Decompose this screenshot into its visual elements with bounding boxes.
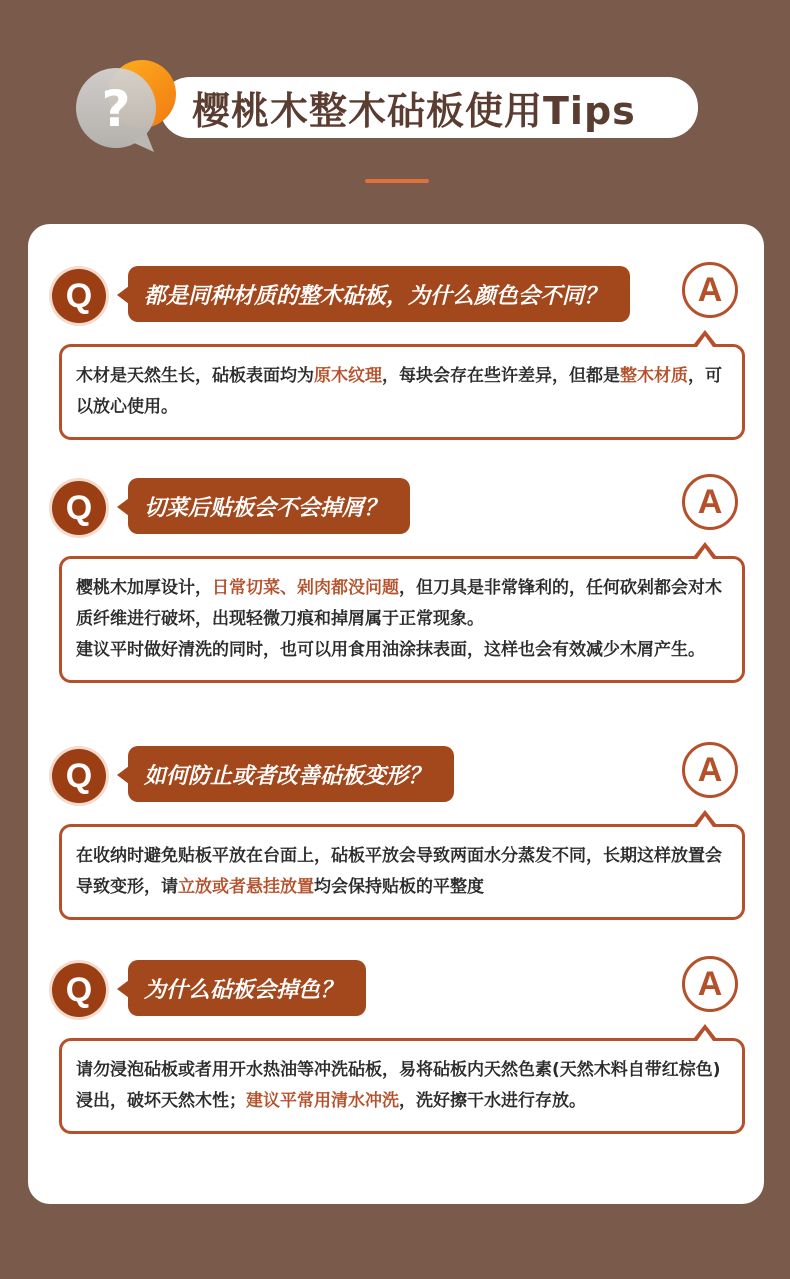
header	[0, 0, 790, 200]
a-badge: A	[682, 956, 738, 1012]
answer-box	[59, 824, 745, 920]
answer-highlight: 整木材质	[620, 366, 688, 386]
q-badge: Q	[52, 963, 106, 1017]
q-badge: Q	[52, 269, 106, 323]
answer-highlight: 建议平常用清水冲洗	[246, 1091, 399, 1111]
question-mark-glyph: ?	[101, 80, 131, 138]
answer-text: ，可以放心使用。	[76, 366, 722, 417]
answer-highlight: 日常切菜、剁肉都没问题	[212, 578, 399, 598]
q-badge: Q	[52, 481, 106, 535]
tips-card	[28, 224, 764, 1204]
answer-text: 在收纳时避免贴板平放在台面上，砧板平放会导致两面水分蒸发不同，长期这样放置会导致变形，请	[76, 846, 722, 897]
answer-text: 木材是天然生长，砧板表面均为	[76, 366, 314, 386]
answer-text: ，每块会存在些许差异，但都是	[382, 366, 620, 386]
question-bubble-icon	[72, 52, 182, 162]
answer-highlight: 立放或者悬挂放置	[178, 877, 314, 897]
answer-text: 樱桃木加厚设计，	[76, 578, 212, 598]
a-badge: A	[682, 262, 738, 318]
answer-text: 建议平时做好清洗的同时，也可以用食用油涂抹表面，这样也会有效减少木屑产生。	[76, 640, 705, 660]
answer-box	[59, 344, 745, 440]
page-title: 樱桃木整木砧板使用Tips	[192, 89, 636, 133]
answer-text: ，但刀具是非常锋利的，任何砍剁都会对木质纤维进行破坏，出现轻微刀痕和掉屑属于正常现象。	[76, 578, 722, 629]
answer-box	[59, 1038, 745, 1134]
answer-box	[59, 556, 745, 683]
answer-text: 均会保持贴板的平整度	[314, 877, 484, 897]
a-badge: A	[682, 474, 738, 530]
answer-text: ，洗好擦干水进行存放。	[399, 1091, 586, 1111]
title-pill	[160, 77, 698, 138]
a-badge: A	[682, 742, 738, 798]
question-bubble: 如何防止或者改善砧板变形？	[128, 746, 454, 802]
question-bubble: 为什么砧板会掉色？	[128, 960, 366, 1016]
question-bubble: 切菜后贴板会不会掉屑？	[128, 478, 410, 534]
question-bubble: 都是同种材质的整木砧板，为什么颜色会不同？	[128, 266, 630, 322]
answer-text: 请勿浸泡砧板或者用开水热油等冲洗砧板，易将砧板内天然色素(天然木料自带红棕色)浸出，破坏天然木性；	[76, 1060, 721, 1111]
q-badge: Q	[52, 749, 106, 803]
header-divider	[365, 179, 429, 183]
answer-highlight: 原木纹理	[314, 366, 382, 386]
